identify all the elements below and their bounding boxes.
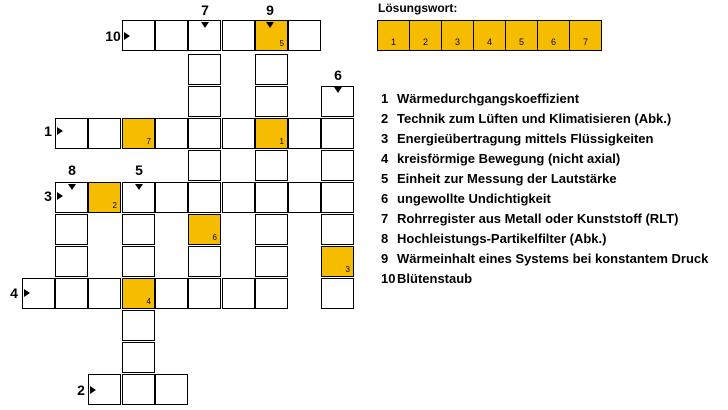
grid-cell-highlighted[interactable] bbox=[255, 118, 288, 149]
grid-cell[interactable] bbox=[188, 150, 221, 181]
word-label-3: 3 bbox=[44, 188, 52, 204]
clue-text: kreisförmige Bewegung (nicht axial) bbox=[397, 150, 621, 166]
grid-cell[interactable] bbox=[155, 182, 188, 213]
word-label-9: 9 bbox=[266, 2, 274, 18]
word-label-4: 4 bbox=[10, 285, 18, 301]
clue-list bbox=[381, 88, 708, 288]
arrow-right-icon bbox=[57, 192, 63, 200]
clue-number: 6 bbox=[381, 190, 389, 206]
grid-cell[interactable] bbox=[155, 278, 188, 309]
grid-cell[interactable] bbox=[88, 278, 121, 309]
solution-cell-number: 5 bbox=[518, 37, 524, 47]
clue-number: 2 bbox=[381, 110, 389, 126]
grid-cell[interactable] bbox=[255, 150, 288, 181]
grid-cell[interactable] bbox=[321, 278, 354, 309]
clue-item bbox=[381, 248, 708, 268]
clue-number: 7 bbox=[381, 210, 389, 226]
clue-text: Wärmedurchgangskoeffizient bbox=[397, 90, 580, 106]
arrow-right-icon bbox=[24, 289, 30, 297]
grid-cell[interactable] bbox=[255, 278, 288, 309]
solution-cell-number: 4 bbox=[486, 37, 492, 47]
grid-cell[interactable] bbox=[188, 182, 221, 213]
clue-item bbox=[381, 168, 708, 188]
grid-cell[interactable] bbox=[55, 278, 88, 309]
grid-cell-highlighted[interactable] bbox=[321, 246, 354, 277]
solution-cell[interactable] bbox=[569, 20, 602, 51]
grid-cell[interactable] bbox=[255, 214, 288, 245]
grid-cell[interactable] bbox=[188, 86, 221, 117]
solution-position-number: 6 bbox=[212, 233, 217, 242]
arrow-down-icon bbox=[135, 184, 143, 190]
solution-cell[interactable] bbox=[537, 20, 570, 51]
clue-item bbox=[381, 208, 708, 228]
solution-position-number: 2 bbox=[112, 201, 117, 210]
grid-cell[interactable] bbox=[188, 278, 221, 309]
clue-text: Rohrregister aus Metall oder Kunststoff (RLT) bbox=[397, 210, 679, 226]
grid-cell-highlighted[interactable] bbox=[122, 278, 155, 309]
grid-cell[interactable] bbox=[321, 182, 354, 213]
clue-number: 4 bbox=[381, 150, 389, 166]
arrow-right-icon bbox=[124, 32, 130, 40]
grid-cell[interactable] bbox=[255, 86, 288, 117]
clue-number: 3 bbox=[381, 130, 389, 146]
grid-cell[interactable] bbox=[222, 118, 255, 149]
solution-cell[interactable] bbox=[441, 20, 474, 51]
clue-item bbox=[381, 128, 708, 148]
clue-number: 10 bbox=[381, 270, 396, 286]
word-label-2: 2 bbox=[77, 382, 85, 398]
grid-cell[interactable] bbox=[321, 118, 354, 149]
grid-cell[interactable] bbox=[321, 214, 354, 245]
grid-cell[interactable] bbox=[288, 118, 321, 149]
clue-number: 8 bbox=[381, 230, 389, 246]
grid-cell[interactable] bbox=[155, 374, 188, 405]
clue-text: Energieübertragung mittels Flüssigkeiten bbox=[397, 130, 654, 146]
grid-cell[interactable] bbox=[155, 118, 188, 149]
solution-cell[interactable] bbox=[505, 20, 538, 51]
word-label-5: 5 bbox=[135, 162, 143, 178]
arrow-down-icon bbox=[201, 22, 209, 28]
grid-cell-highlighted[interactable] bbox=[88, 182, 121, 213]
solution-cell[interactable] bbox=[377, 20, 410, 51]
grid-cell[interactable] bbox=[55, 246, 88, 277]
solution-position-number: 7 bbox=[146, 137, 151, 146]
grid-cell[interactable] bbox=[255, 182, 288, 213]
grid-cell[interactable] bbox=[255, 54, 288, 85]
solution-cell[interactable] bbox=[473, 20, 506, 51]
grid-cell[interactable] bbox=[188, 118, 221, 149]
solution-position-number: 3 bbox=[345, 265, 350, 274]
grid-cell[interactable] bbox=[288, 182, 321, 213]
clue-text: Blütenstaub bbox=[397, 270, 473, 286]
clue-item bbox=[381, 188, 708, 208]
arrow-down-icon bbox=[266, 22, 274, 28]
arrow-down-icon bbox=[334, 87, 342, 93]
grid-cell-highlighted[interactable] bbox=[188, 214, 221, 245]
clue-item bbox=[381, 268, 708, 288]
clue-text: ungewollte Undichtigkeit bbox=[397, 190, 551, 206]
solution-word-row bbox=[377, 20, 602, 51]
arrow-right-icon bbox=[90, 386, 96, 394]
grid-cell-highlighted[interactable] bbox=[122, 118, 155, 149]
clue-text: Technik zum Lüften und Klimatisieren (Abk.) bbox=[397, 110, 672, 126]
grid-cell[interactable] bbox=[122, 310, 155, 341]
word-label-10: 10 bbox=[105, 28, 121, 44]
grid-cell[interactable] bbox=[122, 374, 155, 405]
clue-number: 1 bbox=[381, 90, 389, 106]
solution-position-number: 5 bbox=[279, 39, 284, 48]
arrow-right-icon bbox=[57, 127, 63, 135]
solution-position-number: 4 bbox=[146, 297, 151, 306]
solution-title: Lösungswort: bbox=[378, 1, 458, 15]
solution-cell-number: 7 bbox=[582, 37, 588, 47]
grid-cell[interactable] bbox=[55, 214, 88, 245]
arrow-down-icon bbox=[68, 184, 76, 190]
clue-number: 9 bbox=[381, 250, 389, 266]
solution-cell-number: 6 bbox=[550, 37, 556, 47]
grid-cell[interactable] bbox=[222, 182, 255, 213]
grid-cell[interactable] bbox=[122, 214, 155, 245]
grid-cell[interactable] bbox=[255, 246, 288, 277]
grid-cell[interactable] bbox=[155, 20, 188, 51]
grid-cell[interactable] bbox=[288, 20, 321, 51]
word-label-1: 1 bbox=[44, 123, 52, 139]
clue-item bbox=[381, 148, 708, 168]
solution-cell-number: 3 bbox=[454, 37, 460, 47]
clue-item bbox=[381, 88, 708, 108]
clue-text: Einheit zur Messung der Lautstärke bbox=[397, 170, 617, 186]
clue-text: Wärmeinhalt eines Systems bei konstantem Druck bbox=[397, 250, 709, 266]
word-label-7: 7 bbox=[201, 2, 209, 18]
grid-cell[interactable] bbox=[222, 20, 255, 51]
grid-cell[interactable] bbox=[122, 246, 155, 277]
grid-cell[interactable] bbox=[122, 342, 155, 373]
grid-cell[interactable] bbox=[188, 246, 221, 277]
clue-text: Hochleistungs-Partikelfilter (Abk.) bbox=[397, 230, 607, 246]
solution-cell-number: 1 bbox=[390, 37, 396, 47]
grid-cell[interactable] bbox=[222, 278, 255, 309]
solution-position-number: 1 bbox=[279, 137, 284, 146]
grid-cell[interactable] bbox=[188, 54, 221, 85]
clue-item bbox=[381, 228, 708, 248]
clue-number: 5 bbox=[381, 170, 389, 186]
clue-item bbox=[381, 108, 708, 128]
solution-cell-number: 2 bbox=[422, 37, 428, 47]
solution-cell[interactable] bbox=[409, 20, 442, 51]
grid-cell[interactable] bbox=[321, 150, 354, 181]
word-label-8: 8 bbox=[68, 162, 76, 178]
word-label-6: 6 bbox=[334, 67, 342, 83]
grid-cell[interactable] bbox=[88, 118, 121, 149]
